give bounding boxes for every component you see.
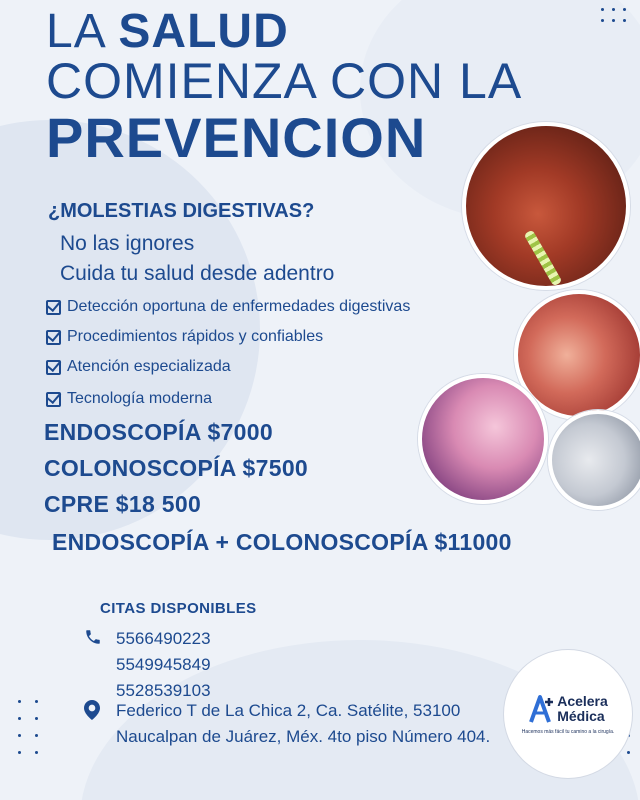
logo-name-line-2: Médica xyxy=(557,707,605,724)
logo-a-icon xyxy=(528,694,554,724)
check-icon xyxy=(46,360,61,375)
logo-row xyxy=(528,694,608,724)
price-list xyxy=(44,414,512,560)
decorative-dots xyxy=(18,700,38,754)
benefit-text: Detección oportuna de enfermedades digestivas xyxy=(67,298,411,315)
logo-name xyxy=(557,694,608,724)
headline-bold-text: SALUD xyxy=(118,5,289,58)
decorative-dots xyxy=(601,8,626,22)
list-item xyxy=(46,322,410,352)
headline-line-3: PREVENCION xyxy=(46,106,427,169)
logo-name-line-1: Acelera xyxy=(557,692,608,709)
benefit-text: Atención especializada xyxy=(67,358,231,375)
list-item xyxy=(46,292,410,322)
list-item xyxy=(46,384,410,414)
phone-icon xyxy=(84,628,102,646)
headline-line-1 xyxy=(46,5,522,58)
logo-tagline: Hacemos más fácil tu camino a la cirugía. xyxy=(521,728,615,735)
benefits-list xyxy=(46,292,410,414)
endoscopy-image-4 xyxy=(548,410,640,510)
question-heading: ¿MOLESTIAS DIGESTIVAS? xyxy=(48,200,315,222)
phone-number[interactable]: 5566490223 xyxy=(116,629,211,648)
check-icon xyxy=(46,392,61,407)
headline-light-text: LA xyxy=(46,5,119,58)
subtitle-line-1: No las ignores xyxy=(60,232,195,255)
check-icon xyxy=(46,300,61,315)
price-combo: ENDOSCOPÍA + COLONOSCOPÍA $11000 xyxy=(52,529,512,555)
price-endoscopia: ENDOSCOPÍA $7000 xyxy=(44,419,273,445)
check-icon xyxy=(46,330,61,345)
location-pin-icon xyxy=(84,700,100,720)
headline xyxy=(46,5,523,169)
price-cpre: CPRE $18 500 xyxy=(44,491,202,517)
subtitle-line-2: Cuida tu salud desde adentro xyxy=(60,262,335,285)
benefit-text: Procedimientos rápidos y confiables xyxy=(67,328,324,345)
price-colonoscopia: COLONOSCOPÍA $7500 xyxy=(44,455,309,481)
phone-number[interactable]: 5528539103 xyxy=(116,681,211,700)
benefit-text: Tecnología moderna xyxy=(67,390,212,407)
acelera-medica-logo xyxy=(504,650,632,778)
headline-line-2: COMIENZA CON LA xyxy=(46,53,523,109)
phone-number[interactable]: 5549945849 xyxy=(116,655,211,674)
list-item xyxy=(46,352,410,382)
address-text: Federico T de La Chica 2, Ca. Satélite, 53100 Naucalpan de Juárez, Méx. 4to piso Número 404. xyxy=(116,701,491,746)
phone-list xyxy=(116,626,211,704)
appointments-title: CITAS DISPONIBLES xyxy=(100,600,257,617)
